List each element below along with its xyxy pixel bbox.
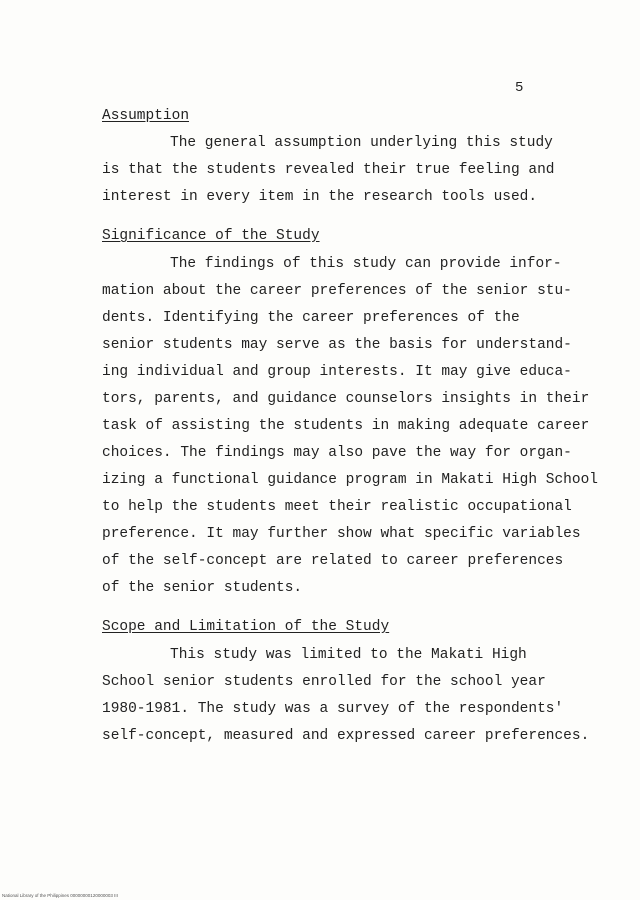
- paragraph-line: The findings of this study can provide infor-: [170, 256, 562, 272]
- paragraph-line: 1980-1981. The study was a survey of the respondents': [102, 701, 564, 717]
- paragraph-line: ing individual and group interests. It may give educa-: [102, 364, 572, 380]
- paragraph-line: izing a functional guidance program in Makati High School: [102, 472, 598, 488]
- paragraph-line: senior students may serve as the basis for understand-: [102, 337, 572, 353]
- paragraph-line: School senior students enrolled for the school year: [102, 674, 546, 690]
- paragraph-line: choices. The findings may also pave the way for organ-: [102, 445, 572, 461]
- scan-footer: National Library of the Philippines 00000000120000003 III: [2, 893, 118, 898]
- paragraph-line: dents. Identifying the career preferences of the: [102, 310, 520, 326]
- section-heading-scope: Scope and Limitation of the Study: [102, 619, 390, 635]
- section-heading-significance: Significance of the Study: [102, 228, 320, 244]
- page-number: 5: [515, 80, 524, 96]
- section-heading-assumption: Assumption: [102, 108, 190, 124]
- paragraph-line: The general assumption underlying this study: [170, 135, 553, 151]
- paragraph-line: This study was limited to the Makati High: [170, 647, 527, 663]
- paragraph-line: tors, parents, and guidance counselors insights in their: [102, 391, 590, 407]
- paragraph-line: preference. It may further show what specific variables: [102, 526, 581, 542]
- paragraph-line: of the senior students.: [102, 580, 303, 596]
- paragraph-line: task of assisting the students in making adequate career: [102, 418, 590, 434]
- paragraph-line: interest in every item in the research tools used.: [102, 189, 538, 205]
- paragraph-line: self-concept, measured and expressed career preferences.: [102, 728, 590, 744]
- paragraph-line: of the self-concept are related to career preferences: [102, 553, 564, 569]
- paragraph-line: mation about the career preferences of the senior stu-: [102, 283, 572, 299]
- paragraph-line: to help the students meet their realistic occupational: [102, 499, 572, 515]
- paragraph-line: is that the students revealed their true feeling and: [102, 162, 555, 178]
